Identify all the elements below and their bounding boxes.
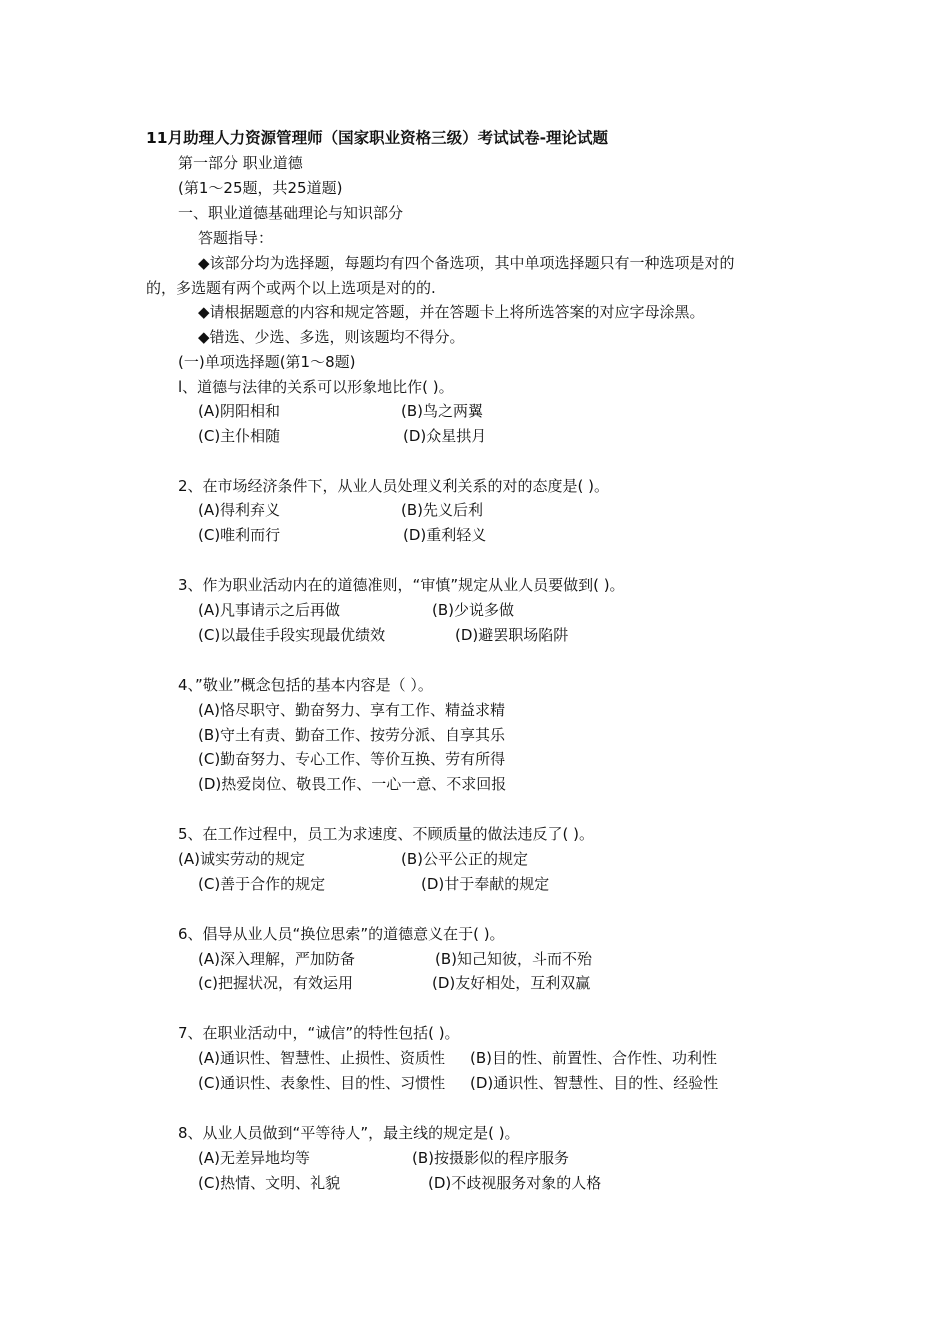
option: (B)少说多做 (432, 601, 514, 619)
option: (D)通识性、智慧性、目的性、经验性 (470, 1074, 719, 1092)
option: (C)热情、文明、礼貌 (198, 1174, 341, 1192)
option: (B)知己知彼，斗而不殆 (435, 950, 592, 968)
option: (A)诚实劳动的规定 (178, 850, 305, 868)
option: (C)善于合作的规定 (198, 875, 326, 893)
option: (B)公平公正的规定 (401, 850, 528, 868)
option: (C)主仆相随 (198, 427, 281, 445)
option: (A)恪尽职守、勤奋努力、享有工作、精益求精 (198, 701, 505, 719)
question-stem: 8、从业人员做到“平等待人”，最主线的规定是( )。 (178, 1124, 520, 1142)
section-heading: 一、职业道德基础理论与知识部分 (178, 204, 404, 222)
option: (C)勤奋努力、专心工作、等价互换、劳有所得 (198, 750, 506, 768)
option: (A)得利弃义 (198, 501, 280, 519)
option: (C)以最佳手段实现最优绩效 (198, 626, 386, 644)
option: (A)阴阳相和 (198, 402, 280, 420)
option: (A)无差异地均等 (198, 1149, 310, 1167)
option: (B)守土有责、勤奋工作、按劳分派、自享其乐 (198, 726, 505, 744)
guide-item-1: ◆该部分均为选择题，每题均有四个备选项，其中单项选择题只有一种选项是对的 (198, 254, 735, 272)
option: (A)凡事请示之后再做 (198, 601, 340, 619)
option: (D)友好相处，互利双赢 (432, 974, 591, 992)
question-stem: 7、在职业活动中，“诚信”的特性包括( )。 (178, 1024, 460, 1042)
exam-title: 11月助理人力资源管理师（国家职业资格三级）考试试卷-理论试题 (146, 129, 609, 147)
option: (D)重利轻义 (403, 526, 487, 544)
question-stem: 6、倡导从业人员“换位思索”的道德意义在于( )。 (178, 925, 505, 943)
option: (c)把握状况，有效运用 (198, 974, 353, 992)
part-heading: 第一部分 职业道德 (178, 154, 303, 172)
subsection-heading: (一)单项选择题(第1～8题) (178, 353, 356, 371)
guide-item-2: ◆请根据题意的内容和规定答题，并在答题卡上将所选答案的对应字母涂黑。 (198, 303, 705, 321)
option: (B)先义后利 (401, 501, 483, 519)
guide-heading: 答题指导： (198, 229, 274, 247)
question-stem: 2、在市场经济条件下，从业人员处理义利关系的对的态度是( )。 (178, 477, 610, 495)
option: (A)通识性、智慧性、止损性、资质性 (198, 1049, 445, 1067)
option: (B)按摄影似的程序服务 (412, 1149, 569, 1167)
question-stem: 5、在工作过程中，员工为求速度、不顾质量的做法违反了( )。 (178, 825, 595, 843)
option: (D)众星拱月 (403, 427, 487, 445)
option: (B)鸟之两翼 (401, 402, 483, 420)
option: (D)甘于奉献的规定 (421, 875, 550, 893)
option: (D)不歧视服务对象的人格 (428, 1174, 602, 1192)
option: (A)深入理解，严加防备 (198, 950, 355, 968)
question-stem: 4、”敬业”概念包括的基本内容是（ ）。 (178, 676, 433, 694)
guide-item-3: ◆错选、少选、多选，则该题均不得分。 (198, 328, 465, 346)
question-stem: l、道德与法律的关系可以形象地比作( )。 (178, 378, 454, 396)
question-range: (第1～25题，共25道题) (178, 179, 343, 197)
option: (D)热爱岗位、敬畏工作、一心一意、不求回报 (198, 775, 507, 793)
option: (B)目的性、前置性、合作性、功利性 (470, 1049, 717, 1067)
option: (C)通识性、表象性、目的性、习惯性 (198, 1074, 446, 1092)
guide-item-1-cont: 的，多选题有两个或两个以上选项是对的的. (146, 279, 436, 297)
question-stem: 3、作为职业活动内在的道德准则，“审慎”规定从业人员要做到( )。 (178, 576, 625, 594)
option: (C)唯利而行 (198, 526, 281, 544)
option: (D)避罢职场陷阱 (455, 626, 569, 644)
